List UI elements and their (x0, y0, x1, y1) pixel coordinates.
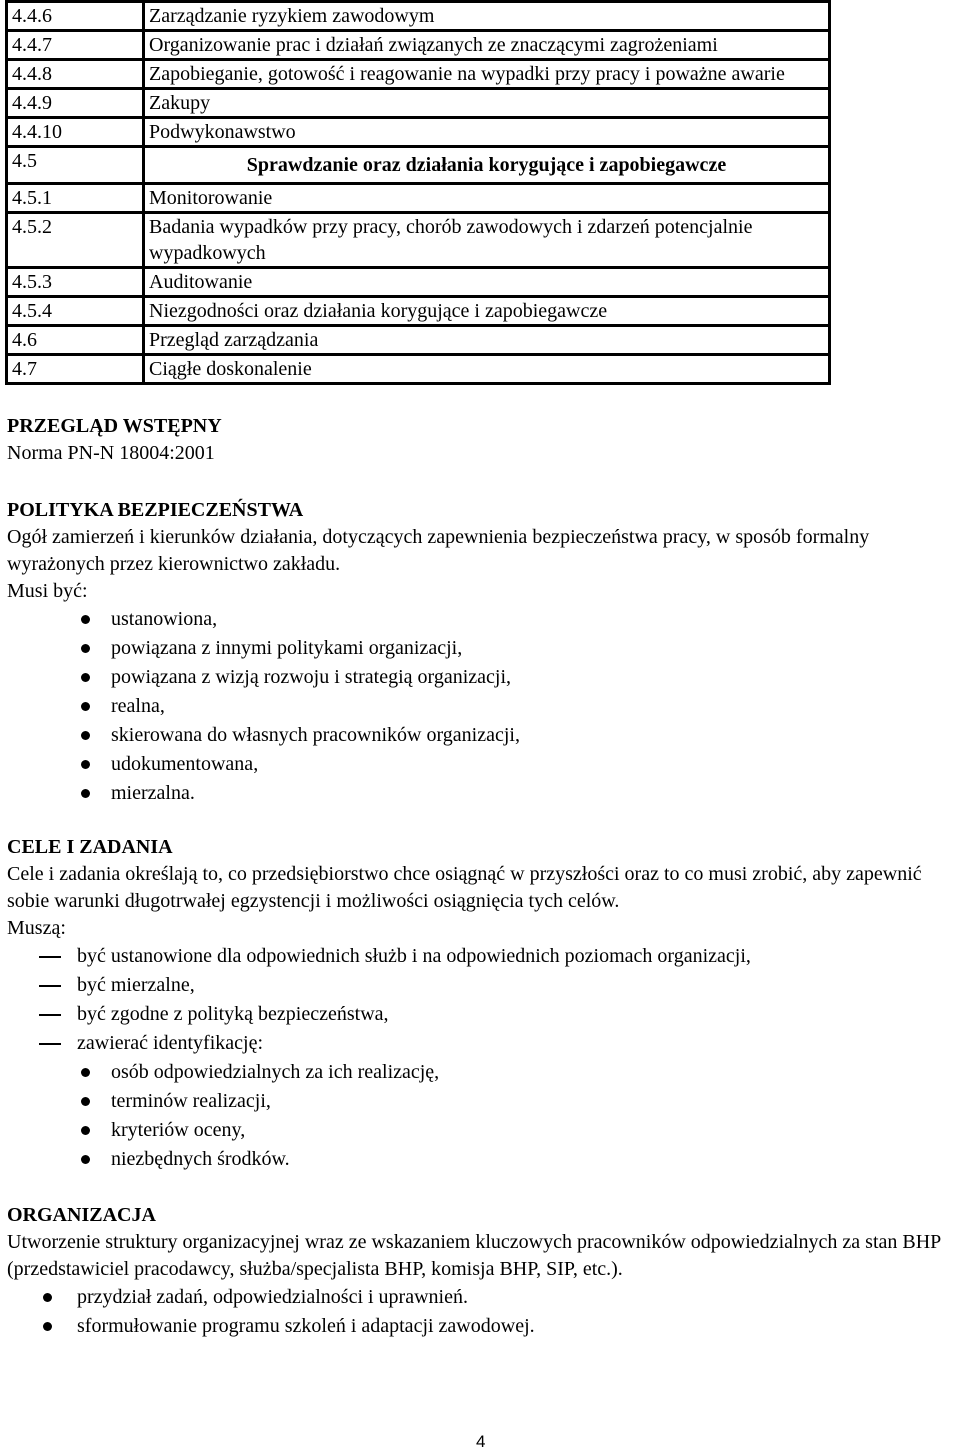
dash-list (7, 942, 953, 1058)
toc-title: Organizowanie prac i działań związanych ze znaczącymi zagrożeniami (144, 31, 830, 60)
toc-title: Zarządzanie ryzykiem zawodowym (144, 2, 830, 31)
toc-row (7, 268, 830, 297)
toc-section-row (7, 147, 830, 184)
toc-title: Podwykonawstwo (144, 118, 830, 147)
toc-row (7, 355, 830, 384)
toc-title: Niezgodności oraz działania korygujące i zapobiegawcze (144, 297, 830, 326)
list-item: zawierać identyfikację: (7, 1029, 953, 1058)
section-text: Ogół zamierzeń i kierunków działania, dotyczących zapewnienia bezpieczeństwa pracy, w sposób formalny wyrażonych przez kierownictwo zakładu. (7, 526, 870, 575)
toc-row (7, 297, 830, 326)
toc-title: Ciągłe doskonalenie (144, 355, 830, 384)
list-item: terminów realizacji, (7, 1087, 953, 1116)
toc-row (7, 60, 830, 89)
toc-row (7, 184, 830, 213)
toc-row (7, 213, 830, 268)
list-item: niezbędnych środków. (7, 1145, 953, 1174)
bullet-list (7, 1283, 953, 1341)
section-text: Cele i zadania określają to, co przedsiębiorstwo chce osiągnąć w przyszłości oraz to co musi zrobić, aby zapewnić sobie warunki długotrwałej egzystencji i możliwości osiągnięcia tych celów. (7, 863, 922, 912)
section-heading: PRZEGLĄD WSTĘPNY (7, 415, 222, 437)
toc-row (7, 31, 830, 60)
toc-number: 4.6 (7, 326, 144, 355)
toc-number: 4.5.2 (7, 213, 144, 268)
toc-number: 4.5.4 (7, 297, 144, 326)
toc-number: 4.4.8 (7, 60, 144, 89)
list-lead: Muszą: (7, 917, 66, 939)
list-item: być mierzalne, (7, 971, 953, 1000)
list-lead: Musi być: (7, 580, 88, 602)
toc-number: 4.4.10 (7, 118, 144, 147)
list-item: realna, (7, 692, 953, 721)
list-item: udokumentowana, (7, 750, 953, 779)
toc-number: 4.5.3 (7, 268, 144, 297)
toc-title: Przegląd zarządzania (144, 326, 830, 355)
toc-row (7, 326, 830, 355)
list-item: osób odpowiedzialnych za ich realizację, (7, 1058, 953, 1087)
toc-number: 4.5.1 (7, 184, 144, 213)
toc-number: 4.7 (7, 355, 144, 384)
section-cele (7, 834, 953, 1174)
toc-title: Zakupy (144, 89, 830, 118)
list-item: powiązana z wizją rozwoju i strategią organizacji, (7, 663, 953, 692)
list-item: skierowana do własnych pracowników organizacji, (7, 721, 953, 750)
section-organizacja (7, 1202, 953, 1341)
toc-title: Auditowanie (144, 268, 830, 297)
toc-number: 4.4.9 (7, 89, 144, 118)
list-item: kryteriów oceny, (7, 1116, 953, 1145)
toc-number: 4.4.6 (7, 2, 144, 31)
toc-row (7, 89, 830, 118)
list-item: mierzalna. (7, 779, 953, 808)
bullet-list (7, 1058, 953, 1174)
list-item: być ustanowione dla odpowiednich służb i na odpowiednich poziomach organizacji, (7, 942, 953, 971)
toc-title: Monitorowanie (144, 184, 830, 213)
toc-number: 4.4.7 (7, 31, 144, 60)
section-text: Norma PN-N 18004:2001 (7, 442, 215, 464)
toc-title: Badania wypadków przy pracy, chorób zawodowych i zdarzeń potencjalnie wypadkowych (144, 213, 830, 268)
section-heading: POLITYKA BEZPIECZEŃSTWA (7, 499, 304, 521)
toc-number: 4.5 (7, 147, 144, 184)
list-item: sformułowanie programu szkoleń i adaptacji zawodowej. (7, 1312, 953, 1341)
toc-table (5, 0, 831, 385)
section-heading: CELE I ZADANIA (7, 836, 173, 858)
section-polityka (7, 497, 953, 808)
toc-row (7, 118, 830, 147)
list-item: powiązana z innymi politykami organizacji, (7, 634, 953, 663)
page-number: 4 (476, 1432, 486, 1451)
section-przeglad (7, 413, 953, 467)
toc-section-title: Sprawdzanie oraz działania korygujące i zapobiegawcze (144, 147, 830, 184)
list-item: być zgodne z polityką bezpieczeństwa, (7, 1000, 953, 1029)
bullet-list (7, 605, 953, 808)
toc-row (7, 2, 830, 31)
section-heading: ORGANIZACJA (7, 1204, 156, 1226)
list-item: przydział zadań, odpowiedzialności i uprawnień. (7, 1283, 953, 1312)
document-page (7, 0, 953, 1341)
section-text: Utworzenie struktury organizacyjnej wraz ze wskazaniem kluczowych pracowników odpowiedzialnych za stan BHP (przedstawiciel pracodawcy, służba/specjalista BHP, komisja BHP, SIP, etc.). (7, 1231, 941, 1280)
list-item: ustanowiona, (7, 605, 953, 634)
toc-title: Zapobieganie, gotowość i reagowanie na wypadki przy pracy i poważne awarie (144, 60, 830, 89)
